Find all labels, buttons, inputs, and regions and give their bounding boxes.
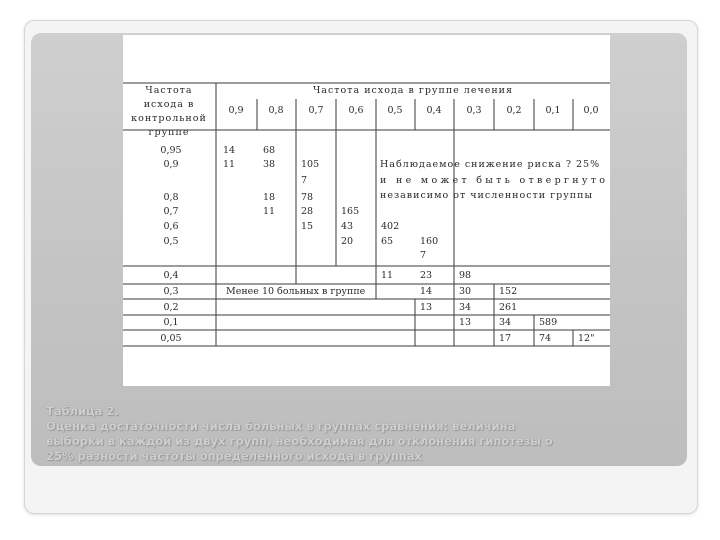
- table-cell: 14: [223, 145, 236, 156]
- caption-line-2: Оценка достаточности числа больных в группах сравнения: величина: [46, 419, 516, 433]
- caption-line-3: выборки в каждой из двух групп, необходимая для отклонения гипотезы о: [46, 434, 553, 448]
- row-label-0-2: 0,2: [163, 302, 179, 313]
- table-cell: 98: [459, 270, 472, 281]
- table-cell: 30: [459, 286, 472, 297]
- header-top: Частота исхода в группе лечения: [312, 85, 514, 96]
- table-cell: 38: [263, 159, 276, 170]
- note-line-2: и не может быть отвергнуто: [380, 175, 606, 186]
- table-cell: 78: [301, 192, 314, 203]
- row-label-0-05: 0,05: [160, 333, 182, 344]
- row-label-0-7: 0,7: [163, 206, 179, 217]
- row-label-0-1: 0,1: [163, 317, 179, 328]
- col-header-0-8: 0,8: [268, 105, 284, 116]
- table-cell: 160: [420, 236, 439, 247]
- table-cell: 7: [420, 250, 427, 261]
- table-image: [123, 35, 610, 386]
- table-cell: 34: [499, 317, 512, 328]
- table-cell: 589: [539, 317, 558, 328]
- table-cell: 18: [263, 192, 276, 203]
- col-header-0-1: 0,1: [545, 105, 561, 116]
- col-header-0-6: 0,6: [348, 105, 364, 116]
- table-cell: 11: [381, 270, 394, 281]
- table-cell: 402: [381, 221, 400, 232]
- table-cell: 15: [301, 221, 314, 232]
- table-cell: 20: [341, 236, 354, 247]
- row-label-0-9: 0,9: [163, 159, 179, 170]
- caption-line-4: 25% разности частоты определенного исхода в группах: [46, 449, 422, 463]
- table-cell: 261: [499, 302, 518, 313]
- table-cell: 43: [341, 221, 354, 232]
- header-left-line2: исхода в: [143, 99, 195, 110]
- caption-title: Таблица 2.: [46, 404, 119, 418]
- table-cell: 12": [578, 333, 595, 344]
- col-header-0-3: 0,3: [466, 105, 482, 116]
- row-label-0-3: 0,3: [163, 286, 179, 297]
- note-line-1: Наблюдаемое снижение риска ? 25%: [380, 159, 601, 170]
- table-cell: 65: [381, 236, 394, 247]
- table-cell: 105: [301, 159, 320, 170]
- header-left-line1: Частота: [145, 85, 193, 96]
- table-cell: 14: [420, 286, 433, 297]
- col-header-0-7: 0,7: [308, 105, 324, 116]
- col-header-0-5: 0,5: [387, 105, 403, 116]
- table-cell: 7: [301, 175, 308, 186]
- col-header-0-4: 0,4: [426, 105, 442, 116]
- row-label-0-6: 0,6: [163, 221, 179, 232]
- note-line-3: независимо от численности группы: [380, 190, 594, 201]
- table-cell: 28: [301, 206, 314, 217]
- table-cell: 74: [539, 333, 552, 344]
- col-header-0-0: 0,0: [583, 105, 599, 116]
- row-label-0-5: 0,5: [163, 236, 179, 247]
- col-header-0-9: 0,9: [228, 105, 244, 116]
- table-cell: 23: [420, 270, 433, 281]
- table-cell: 68: [263, 145, 276, 156]
- header-left-line3: контрольной: [131, 113, 207, 124]
- table-cell: 13: [459, 317, 472, 328]
- row-label-0-95: 0,95: [160, 145, 182, 156]
- table-cell: 11: [263, 206, 276, 217]
- table-cell: 17: [499, 333, 512, 344]
- header-left-line4: группе: [148, 127, 190, 138]
- table-cell: 152: [499, 286, 518, 297]
- col-header-0-2: 0,2: [506, 105, 522, 116]
- less-than-note: Менее 10 больных в группе: [226, 286, 366, 297]
- row-label-0-4: 0,4: [163, 270, 179, 281]
- table-caption: [46, 404, 686, 464]
- table-cell: 11: [223, 159, 236, 170]
- table-cell: 13: [420, 302, 433, 313]
- table-cell: 165: [341, 206, 360, 217]
- table-cell: 34: [459, 302, 472, 313]
- row-label-0-8: 0,8: [163, 192, 179, 203]
- statistics-table: [123, 35, 610, 386]
